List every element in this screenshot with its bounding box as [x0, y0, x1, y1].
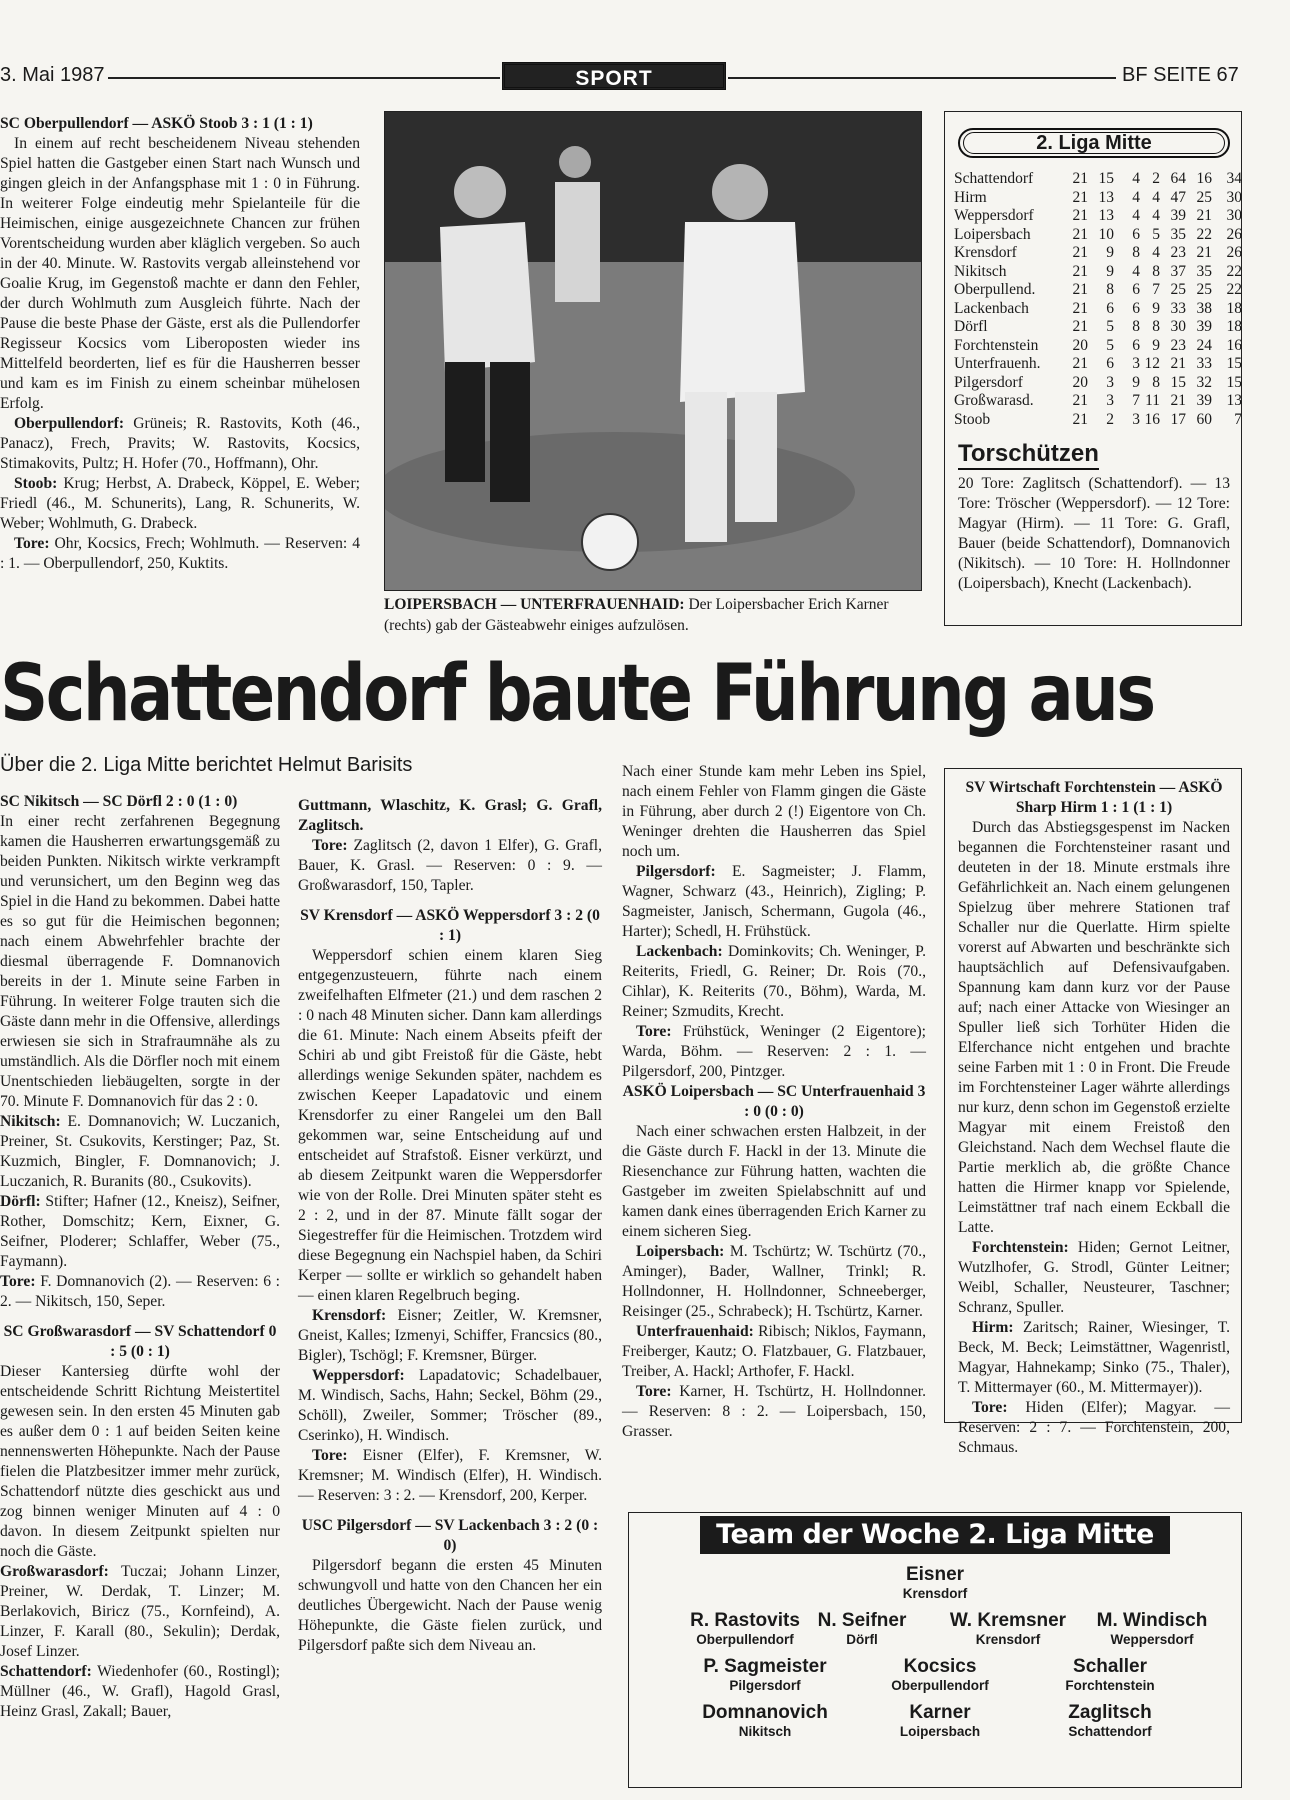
stat-cell: 26	[1226, 225, 1242, 243]
player-name: Eisner	[905, 1564, 965, 1585]
stat-cell: 21	[1072, 170, 1088, 187]
player-forward-3	[1020, 1702, 1200, 1740]
page-number: BF SEITE 67	[1122, 64, 1239, 86]
stat-cell: 18	[1226, 318, 1242, 335]
lineup-label: Schattendorf:	[0, 1663, 92, 1680]
lineup-text: Eisner; Zeitler, W. Kremsner, Gneist, Kalles; Izmenyi, Schiffer, Francsics (80., Bigler), Tschögl; F. Kremsner, Bürger.	[298, 1307, 602, 1364]
lineup-continued: Guttmann, Wlaschitz, K. Grasl; G. Grafl, Zaglitsch.	[298, 797, 602, 834]
stat-cell: 3	[1132, 410, 1140, 428]
forchtenstein-article	[958, 778, 1230, 1458]
goals-text: Hiden (Elfer); Magyar. — Reserven: 2 : 7. — Forchtenstein, 200, Schmaus.	[958, 1399, 1230, 1456]
stat-cell: 2	[1152, 170, 1160, 187]
player-defender-4	[1062, 1610, 1242, 1648]
match-report: Nach einer Stunde kam mehr Leben ins Spiel, nach einem Fehler von Flamm gingen die Gäste in Führung, aber durch 2 (!) Eigentore von Ch. Weninger drehten die Hausherren das Spiel noch um.	[622, 763, 926, 860]
stat-cell: 2	[1106, 410, 1114, 428]
stat-cell: 24	[1196, 336, 1212, 354]
match-title: ASKÖ Loipersbach — SC Unterfrauenhaid 3 : 0 (0 : 0)	[622, 1083, 926, 1120]
lineup-text: Krug; Herbst, A. Drabeck, Köppel, E. Weber; Friedl (46., M. Schunerits), Lang, R. Schunerits, W. Weber; Wohlmuth, G. Drabeck.	[0, 475, 360, 532]
standings-row	[954, 318, 1242, 337]
goals-text: Frühstück, Weninger (2 Eigentore); Warda, Böhm. — Reserven: 2 : 1. — Pilgersdorf, 200, Pintzger.	[622, 1023, 926, 1080]
stat-cell: 4	[1132, 170, 1140, 187]
match-report: Weppersdorf schien einem klaren Sieg entgegenzusteuern, führte nach einem zweifelhaften Elfmeter (21.) und dem raschen 2 : 0 nach 48 Minuten sicher. Dann kam allerdings die 61. Minute: Nach einem Abseits pfeift der Schiri ab und gibt Freistoß für die Gäste, hebt allerdings wenige Sekunden später, nachdem es zwischen Keeper Lapadatovic und einem Krensdorfer zu einer Rangelei um den Ball gekommen war, seine Entscheidung auf und entscheidet auf Strafstoß. Eisner verkürzt, und ab diesem Zeitpunkt waren die Weppersdorfer wie von der Rolle. Drei Minuten später steht es 2 : 2, und in der 87. Minute fällt sogar der Siegestreffer für die Heimischen. Trotzdem wird diese Begegnung ein Nachspiel haben, da Schiri Kerper — sollte er wirklich so gehandelt haben — einen klaren Regelbruch beging.	[298, 947, 602, 1304]
lineup-label: Dörfl:	[0, 1193, 41, 1210]
stat-cell: 26	[1226, 244, 1242, 261]
player-club: Nikitsch	[738, 1724, 792, 1739]
match-title: SC Oberpullendorf — ASKÖ Stoob 3 : 1 (1 : 1)	[0, 115, 313, 132]
stat-cell: 3	[1106, 392, 1114, 409]
stat-cell: 10	[1098, 225, 1114, 243]
standings-row	[954, 189, 1242, 208]
match-report: Pilgersdorf begann die ersten 45 Minuten schwungvoll und hatte von den Chancen her ein deutliches Übergewicht. Nach der Pause wenig Höhepunkte, die Gäste fielen zurück, und Pilgersdorf paßte sich dem Niveau an.	[298, 1557, 602, 1654]
stat-cell: 64	[1170, 170, 1186, 187]
team-name: Großwarasd.	[954, 392, 1034, 409]
stat-cell: 21	[1072, 281, 1088, 298]
stat-cell: 9	[1106, 244, 1114, 261]
stat-cell: 23	[1170, 244, 1186, 261]
lineup-text: Wiedenhofer (60., Rostingl); Müllner (46., W. Grafl), Hagold Grasl, Heinz Grasl, Zakall; Bauer,	[0, 1663, 280, 1720]
player-midfield-1	[675, 1656, 855, 1694]
stat-cell: 4	[1132, 188, 1140, 206]
stat-cell: 30	[1226, 188, 1242, 206]
stat-cell: 22	[1226, 262, 1242, 280]
main-headline: Schattendorf baute Führung aus	[0, 649, 1154, 739]
stat-cell: 39	[1196, 318, 1212, 335]
lineup-label: Stoob:	[14, 475, 58, 492]
stat-cell: 21	[1072, 318, 1088, 335]
lineup-label: Großwarasdorf:	[0, 1563, 109, 1580]
stat-cell: 25	[1196, 281, 1212, 298]
stat-cell: 23	[1170, 336, 1186, 354]
stat-cell: 21	[1196, 207, 1212, 224]
player-name: Domnanovich	[702, 1702, 828, 1723]
column-3	[622, 762, 926, 1442]
match-title: USC Pilgersdorf — SV Lackenbach 3 : 2 (0 : 0)	[301, 1517, 599, 1554]
stat-cell: 9	[1152, 336, 1160, 354]
stat-cell: 33	[1170, 299, 1186, 317]
stat-cell: 30	[1226, 207, 1242, 224]
stat-cell: 9	[1152, 299, 1160, 317]
standings-row	[954, 411, 1242, 430]
stat-cell: 39	[1170, 207, 1186, 224]
standings-row	[954, 355, 1242, 374]
stat-cell: 21	[1196, 244, 1212, 261]
player-name: Karner	[909, 1702, 971, 1723]
stat-cell: 35	[1170, 225, 1186, 243]
caption-heading: LOIPERSBACH — UNTERFRAUENHAID:	[384, 596, 685, 613]
stat-cell: 6	[1132, 299, 1140, 317]
stat-cell: 7	[1152, 281, 1160, 298]
lineup-label: Weppersdorf:	[312, 1367, 405, 1384]
lineup-text: Zaritsch; Rainer, Wiesinger, T. Beck, M. Beck; Leimstättner, Wagenristl, Magyar, Hahnekamp; Sinko (75., Thaler), T. Mittermayer (60., M. Mittermayer)).	[958, 1319, 1230, 1396]
goals-text: Zaglitsch (2, davon 1 Elfer), G. Grafl, Bauer, K. Grasl. — Reserven: 0 : 9. — Großwarasdorf, 150, Tapler.	[298, 837, 602, 894]
stat-cell: 7	[1234, 410, 1242, 428]
lineup-text: Grüneis; R. Rastovits, Koth (46., Panacz), Frech, Pravits; W. Rastovits, Kocsics, Stimakovits, Pultz; H. Hofer (70., Hoffmann), Ohr.	[0, 415, 360, 472]
stat-cell: 39	[1196, 392, 1212, 409]
stat-cell: 15	[1170, 373, 1186, 391]
stat-cell: 25	[1196, 188, 1212, 206]
stat-cell: 5	[1106, 318, 1114, 335]
player-name: R. Rastovits	[690, 1610, 800, 1631]
goals-label: Tore:	[972, 1399, 1008, 1416]
lineup-text: Hiden; Gernot Leitner, Wutzlhofer, G. Strodl, Günter Leitner; Weibl, Schaller, Neusteurer, Taschner; Schranz, Spuller.	[958, 1239, 1230, 1316]
stat-cell: 6	[1132, 281, 1140, 298]
player-club: Forchtenstein	[1065, 1678, 1155, 1693]
team-name: Weppersdorf	[954, 207, 1034, 224]
stat-cell: 47	[1170, 188, 1186, 206]
stat-cell: 13	[1226, 392, 1242, 409]
standings-title: 2. Liga Mitte	[958, 128, 1230, 158]
player-name: N. Seifner	[817, 1610, 907, 1631]
goals-label: Tore:	[312, 837, 348, 854]
player-goalkeeper	[845, 1564, 1025, 1602]
player-club: Loipersbach	[899, 1724, 981, 1739]
column-1	[0, 792, 280, 1722]
lineup-label: Nikitsch:	[0, 1113, 61, 1130]
lineup-label: Pilgersdorf:	[636, 863, 716, 880]
standings-row	[954, 170, 1242, 189]
team-name: Schattendorf	[954, 170, 1034, 187]
photo-caption	[384, 594, 920, 636]
column-2	[298, 796, 602, 1656]
stat-cell: 4	[1152, 244, 1160, 261]
stat-cell: 21	[1072, 188, 1088, 206]
goals-label: Tore:	[636, 1023, 672, 1040]
stat-cell: 5	[1106, 336, 1114, 354]
stat-cell: 37	[1170, 262, 1186, 280]
standings-row	[954, 300, 1242, 319]
article-oberpullendorf	[0, 114, 360, 574]
stat-cell: 6	[1132, 336, 1140, 354]
standings-row	[954, 392, 1242, 411]
team-name: Oberpullend.	[954, 281, 1036, 298]
player-name: Zaglitsch	[1068, 1702, 1152, 1723]
stat-cell: 8	[1132, 318, 1140, 335]
photo-illustration	[385, 112, 921, 590]
byline: Über die 2. Liga Mitte berichtet Helmut Barisits	[0, 754, 413, 776]
standings-table	[954, 170, 1242, 429]
standings-table-wrap	[954, 170, 1242, 429]
stat-cell: 15	[1226, 373, 1242, 391]
stat-cell: 3	[1106, 373, 1114, 391]
standings-row	[954, 374, 1242, 393]
team-name: Stoob	[954, 410, 991, 428]
stat-cell: 15	[1226, 355, 1242, 372]
player-name: Schaller	[1073, 1656, 1147, 1677]
caption-text: Der Loipersbacher Erich Karner (rechts) gab der Gästeabwehr einiges aufzulösen.	[384, 596, 889, 634]
stat-cell: 33	[1196, 355, 1212, 372]
stat-cell: 18	[1226, 299, 1242, 317]
stat-cell: 34	[1226, 170, 1242, 187]
stat-cell: 6	[1132, 225, 1140, 243]
scorers-list	[958, 474, 1230, 594]
goals-text: F. Domnanovich (2). — Reserven: 6 : 2. — Nikitsch, 150, Seper.	[0, 1273, 280, 1310]
stat-cell: 3	[1132, 355, 1140, 372]
lineup-text: Lapadatovic; Schadelbauer, M. Windisch, Sachs, Hahn; Seckel, Böhm (29., Schöll), Zweiler, Sommer; Tröscher (89., Cserinko), H. Windisch.	[298, 1367, 602, 1444]
goals-label: Tore:	[0, 1273, 36, 1290]
goals-label: Tore:	[14, 535, 50, 552]
match-title: SC Nikitsch — SC Dörfl 2 : 0 (1 : 0)	[0, 793, 238, 810]
lineup-label: Loipersbach:	[636, 1243, 725, 1260]
stat-cell: 11	[1145, 392, 1160, 409]
team-of-week-title: Team der Woche 2. Liga Mitte	[700, 1516, 1170, 1554]
stat-cell: 16	[1144, 410, 1160, 428]
team-name: Lackenbach	[954, 299, 1029, 317]
player-midfield-3	[1020, 1656, 1200, 1694]
match-report: Dieser Kantersieg dürfte wohl der entscheidende Schritt Richtung Meistertitel gewesen sein. In den ersten 45 Minuten gab es außer dem 0 : 1 auf beiden Seiten keine nennenswerten Höhepunkte. Nach der Pause fielen die Platzbesitzer immer mehr zurück, Schattendorf nützte dies geschickt aus und zog binnen weniger Minuten auf 4 : 0 davon. In diesem Zeitpunkt spielten nur noch die Gäste.	[0, 1363, 280, 1560]
lineup-text: E. Sagmeister; J. Flamm, Wagner, Schwarz (43., Heinrich), Zigling; P. Sagmeister, Janisch, Schermann, Gugola (46., Harter); Schedl, H. Frühstück.	[622, 863, 926, 940]
stat-cell: 8	[1132, 244, 1140, 261]
lineup-label: Forchtenstein:	[972, 1239, 1069, 1256]
standings-row	[954, 226, 1242, 245]
scorers-title: Torschützen	[958, 440, 1099, 470]
stat-cell: 21	[1072, 262, 1088, 280]
lineup-text: Ribisch; Niklos, Faymann, Freiberger, Kautz; O. Flatzbauer, G. Flatzbauer, Treiber, A. Hackl; Arthofer, F. Hackl.	[622, 1323, 927, 1380]
stat-cell: 8	[1152, 318, 1160, 335]
issue-date: 3. Mai 1987	[0, 64, 105, 86]
stat-cell: 16	[1196, 170, 1212, 187]
match-title: SV Krensdorf — ASKÖ Weppersdorf 3 : 2 (0 : 1)	[300, 907, 600, 944]
team-name: Hirm	[954, 188, 987, 206]
lineup-text: M. Tschürtz; W. Tschürtz (70., Aminger), Bader, Wallner, Trinkl; R. Hollndonner, H. Hollndonner, Schneeberger, Reisinger (25., Schrabeck); H. Tschürtz, Karner.	[622, 1243, 927, 1320]
stat-cell: 30	[1170, 318, 1186, 335]
standings-row	[954, 207, 1242, 226]
stat-cell: 21	[1072, 299, 1088, 317]
standings-row	[954, 281, 1242, 300]
stat-cell: 21	[1072, 355, 1088, 372]
player-club: Krensdorf	[975, 1632, 1041, 1647]
goals-label: Tore:	[636, 1383, 672, 1400]
player-club: Pilgersdorf	[729, 1678, 801, 1693]
player-midfield-2	[850, 1656, 1030, 1694]
stat-cell: 21	[1170, 355, 1186, 372]
lineup-label: Unterfrauenhaid:	[636, 1323, 754, 1340]
player-name: Kocsics	[903, 1656, 977, 1677]
player-club: Dörfl	[846, 1632, 878, 1647]
section-label: SPORT	[502, 62, 726, 90]
player-name: P. Sagmeister	[703, 1656, 827, 1677]
stat-cell: 21	[1072, 392, 1088, 409]
standings-row	[954, 263, 1242, 282]
team-name: Unterfrauenh.	[954, 355, 1041, 372]
stat-cell: 13	[1098, 188, 1114, 206]
lineup-text: Tuczai; Johann Linzer, Preiner, W. Derdak, T. Linzer; M. Berlakovich, Biricz (75., Kornfeind), A. Linzer, F. Karall (80., Sekulin); Derdak, Josef Linzer.	[0, 1563, 280, 1660]
team-name: Forchtenstein	[954, 336, 1039, 354]
match-report: In einer recht zerfahrenen Begegnung kamen die Hausherren erwartungsgemäß zu beiden Punkten. Nikitsch wirkte verkrampft und verunsichert, um den Beginn weg das Spiel in die Hand zu bekommen. Dabei hatte es so gut für die Heimischen begonnen; nach einem Abwehrfehler brachte der diesmal überragende F. Domnanovich bereits in der 1. Minute seine Farben in Führung. In weiterer Folge trauten sich die Gäste dann mehr in die Offensive, allerdings erwiesen sie sich in Strafraumnähe als zu umständlich. Als die Dörfler noch mit einem Unentschieden liebäugelten, sorgte in der 70. Minute F. Domnanovich für das 2 : 0.	[0, 813, 280, 1110]
player-club: Krensdorf	[902, 1586, 968, 1601]
lineup-label: Krensdorf:	[312, 1307, 387, 1324]
stat-cell: 60	[1196, 410, 1212, 428]
standings-row	[954, 337, 1242, 356]
lineup-text: Dominkovits; Ch. Weninger, P. Reiterits, Friedl, G. Reiner; Dr. Rois (70., Cihlar), K. Reiterits (70., Böhm), Warda, M. Reiner; Szmudits, Krecht.	[622, 943, 926, 1020]
stat-cell: 9	[1106, 262, 1114, 280]
player-name: W. Kremsner	[949, 1610, 1067, 1631]
player-club: Oberpullendorf	[696, 1632, 794, 1647]
header-rule-right	[728, 77, 1116, 79]
stat-cell: 35	[1196, 262, 1212, 280]
stat-cell: 6	[1106, 355, 1114, 372]
goals-text: Karner, H. Tschürtz, H. Hollndonner. — Reserven: 8 : 2. — Loipersbach, 150, Grasser.	[622, 1383, 926, 1440]
stat-cell: 8	[1152, 373, 1160, 391]
header-rule-left	[108, 77, 500, 79]
stat-cell: 4	[1152, 207, 1160, 224]
stat-cell: 9	[1132, 373, 1140, 391]
stat-cell: 25	[1170, 281, 1186, 298]
team-name: Loipersbach	[954, 225, 1031, 243]
match-title: SC Großwarasdorf — SV Schattendorf 0 : 5 (0 : 1)	[3, 1323, 277, 1360]
stat-cell: 4	[1132, 207, 1140, 224]
stat-cell: 17	[1170, 410, 1186, 428]
stat-cell: 12	[1144, 355, 1160, 372]
team-name: Nikitsch	[954, 262, 1007, 280]
player-club: Schattendorf	[1068, 1724, 1152, 1739]
stat-cell: 38	[1196, 299, 1212, 317]
match-report: Nach einer schwachen ersten Halbzeit, in der die Gäste durch F. Hackl in der 13. Minute die Riesenchance zur Führung hatten, wachten die Gastgeber im zweiten Spielabschnitt auf und kamen dank eines überragenden Erich Karner zu einem sicheren Sieg.	[622, 1123, 926, 1240]
player-name: M. Windisch	[1096, 1610, 1208, 1631]
stat-cell: 8	[1106, 281, 1114, 298]
goals-text: Ohr, Kocsics, Frech; Wohlmuth. — Reserven: 4 : 1. — Oberpullendorf, 250, Kuktits.	[0, 535, 360, 572]
player-forward-1	[675, 1702, 855, 1740]
standings-row	[954, 244, 1242, 263]
stat-cell: 4	[1152, 188, 1160, 206]
stat-cell: 15	[1098, 170, 1114, 187]
stat-cell: 8	[1152, 262, 1160, 280]
lineup-text: E. Domnanovich; W. Luczanich, Preiner, St. Csukovits, Kerstinger; Paz, St. Kuzmich, Bingler, F. Domnanovich; J. Luczanich, R. Buranits (80., Csukovits).	[0, 1113, 280, 1190]
player-club: Oberpullendorf	[891, 1678, 989, 1693]
stat-cell: 22	[1226, 281, 1242, 298]
player-forward-2	[850, 1702, 1030, 1740]
goals-text: Eisner (Elfer), F. Kremsner, W. Kremsner; M. Windisch (Elfer), H. Windisch. — Reserven: 3 : 2. — Krensdorf, 200, Kerper.	[298, 1447, 602, 1504]
stat-cell: 16	[1226, 336, 1242, 354]
stat-cell: 22	[1196, 225, 1212, 243]
team-name: Pilgersdorf	[954, 373, 1023, 391]
scorers-text: 20 Tore: Zaglitsch (Schattendorf). — 13 Tore: Tröscher (Weppersdorf). — 12 Tore: Magyar (Hirm). — 11 Tore: G. Grafl, Bauer (beide Schattendorf), Domnanovich (Nikitsch). — 10 Tore: H. Hollndonner (Loipersbach), Knecht (Lackenbach).	[958, 475, 1230, 592]
lineup-label: Oberpullendorf:	[14, 415, 125, 432]
lineup-label: Hirm:	[972, 1319, 1014, 1336]
stat-cell: 4	[1132, 262, 1140, 280]
lineup-label: Lackenbach:	[636, 943, 723, 960]
player-club: Weppersdorf	[1110, 1632, 1194, 1647]
team-name: Krensdorf	[954, 244, 1017, 261]
stat-cell: 20	[1072, 336, 1088, 354]
stat-cell: 21	[1072, 225, 1088, 243]
stat-cell: 13	[1098, 207, 1114, 224]
stat-cell: 7	[1132, 392, 1140, 409]
stat-cell: 20	[1072, 373, 1088, 391]
lineup-text: Stifter; Hafner (12., Kneisz), Seifner, Rother, Domschitz; Kern, Eixner, G. Seifner, Ploderer; Schlaffer, Weber (75., Faymann).	[0, 1193, 280, 1270]
match-report: In einem auf recht bescheidenem Niveau stehenden Spiel hatten die Gastgeber einen Start nach Wunsch und gingen gleich in der Anfangsphase mit 1 : 0 in Führung. In weiterer Folge eindeutig mehr Spielanteile für die Heimischen, einige ausgezeichnete Chancen zur frühen Vorentscheidung wurden aber kläglich vergeben. So auch in der 40. Minute. W. Rastovits vergab alleinstehend vor Goalie Krug, im Gegenstoß machte er dann den Fehler, der durch Wohlmuth zum Ausgleich führte. Nach der Pause die beste Phase der Gäste, erst als die Pullendorfer Regisseur Kocsics vom Liberoposten wieder ins Mittelfeld beorderten, lief es für die Hausherren besser und kam es im Finish zu einem scheinbar mühelosen Erfolg.	[0, 135, 360, 412]
match-photo	[384, 111, 922, 591]
match-title: SV Wirtschaft Forchtenstein — ASKÖ Sharp Hirm 1 : 1 (1 : 1)	[965, 779, 1223, 816]
stat-cell: 21	[1072, 410, 1088, 428]
team-name: Dörfl	[954, 318, 988, 335]
stat-cell: 21	[1072, 207, 1088, 224]
stat-cell: 32	[1196, 373, 1212, 391]
stat-cell: 6	[1106, 299, 1114, 317]
stat-cell: 21	[1072, 244, 1088, 261]
stat-cell: 21	[1170, 392, 1186, 409]
match-report: Durch das Abstiegsgespenst im Nacken begannen die Forchtensteiner rasant und deuteten in der 18. Minute erstmals ihre Gefährlichkeit an. Nach einem gelungenen Spielzug über mehrere Stationen traf Schaller nur die Querlatte. Hirm spielte vorerst auf Abwarten und beschränkte sich hauptsächlich auf Defensivaufgaben. Spannung kam dann kurz vor der Pause auf; nach einer Attacke von Wiesinger an Spuller ließ sich Torhüter Hiden die Elferchance nicht entgehen und brachte seine Farben mit 1 : 0 in Front. Die Freude im Forchtensteiner Lager währte allerdings nur kurz, denn schon im Gegenstoß erzielte Magyar mit einem Freistoß den Gleichstand. Nach dem Wechsel flaute die Partie merklich ab, die größte Chance hatten die Hirmer knapp vor Spielende, Leimstättner traf nach einem Eckball die Latte.	[958, 819, 1230, 1236]
goals-label: Tore:	[312, 1447, 348, 1464]
stat-cell: 5	[1152, 225, 1160, 243]
